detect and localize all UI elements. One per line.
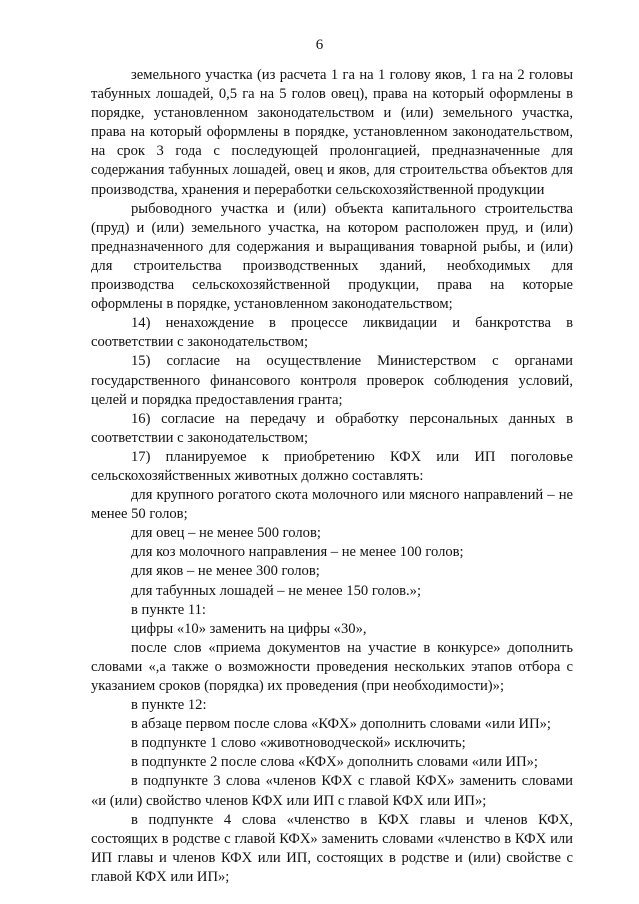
paragraph: 17) планируемое к приобретению КФХ или ИП поголовье сельскохозяйственных животных должно составлять:	[91, 448, 573, 484]
paragraph: для табунных лошадей – не менее 150 голов.»;	[131, 582, 422, 599]
paragraph: 15) согласие на осуществление Министерством с органами государственного финансового контроля проверок соблюдения условий, целей и порядка предоставления гранта;	[91, 353, 573, 408]
paragraph: для яков – не менее 300 голов;	[131, 563, 320, 580]
paragraph: в подпункте 4 слова «членство в КФХ главы и членов КФХ, состоящих в родстве с главой КФХ» заменить словами «членство в КФХ или ИП главы и членов КФХ или ИП, состоящих в родстве и (или) свойстве с главой КФХ или ИП»;	[91, 811, 573, 885]
paragraph: 16) согласие на передачу и обработку персональных данных в соответствии с законодательством;	[91, 410, 573, 446]
paragraph: в подпункте 2 после слова «КФХ» дополнить словами «или ИП»;	[131, 754, 538, 771]
paragraph: для овец – не менее 500 голов;	[131, 525, 321, 542]
document-body	[91, 66, 573, 887]
paragraph: в пункте 12:	[131, 697, 207, 714]
paragraph: в абзаце первом после слова «КФХ» дополнить словами «или ИП»;	[131, 716, 551, 733]
paragraph: земельного участка (из расчета 1 га на 1 голову яков, 1 га на 2 головы табунных лошадей, 0,5 га на 5 голов овец), права на который оформлены в порядке, установленном законодательством и (или) земельного участка, права на который оформлены в порядке, установленном законодательством, на срок 3 года с последующей пролонгацией, предназначенные для содержания табунных лошадей, овец и яков, для строительства объектов для производства, хранения и переработки сельскохозяйственной продукции	[91, 67, 573, 198]
paragraph: в подпункте 3 слова «членов КФХ с главой КФХ» заменить словами «и (или) свойство членов КФХ или ИП с главой КФХ или ИП»;	[91, 773, 573, 809]
paragraph: цифры «10» заменить на цифры «30»,	[131, 620, 367, 637]
paragraph: для крупного рогатого скота молочного или мясного направлений – не менее 50 голов;	[91, 487, 573, 523]
paragraph: 14) ненахождение в процессе ликвидации и банкротства в соответствии с законодательством;	[91, 315, 573, 351]
paragraph: для коз молочного направления – не менее 100 голов;	[131, 544, 464, 561]
paragraph: рыбоводного участка и (или) объекта капитального строительства (пруд) и (или) земельного участка, на котором расположен пруд, и (или) предназначенного для содержания и выращивания товарной рыбы, и (или) для строительства производственных зданий, необходимых для производства сельскохозяйственной продукции, права на которые оформлены в порядке, установленном законодательством;	[91, 200, 573, 313]
paragraph: в пункте 11:	[131, 601, 206, 618]
page-number: 6	[315, 37, 324, 53]
paragraph: в подпункте 1 слово «животноводческой» исключить;	[131, 735, 466, 752]
paragraph: после слов «приема документов на участие в конкурсе» дополнить словами «,а также о возможности проведения нескольких этапов отбора с указанием сроков (порядка) их проведения (при необходимости)»;	[91, 639, 573, 694]
